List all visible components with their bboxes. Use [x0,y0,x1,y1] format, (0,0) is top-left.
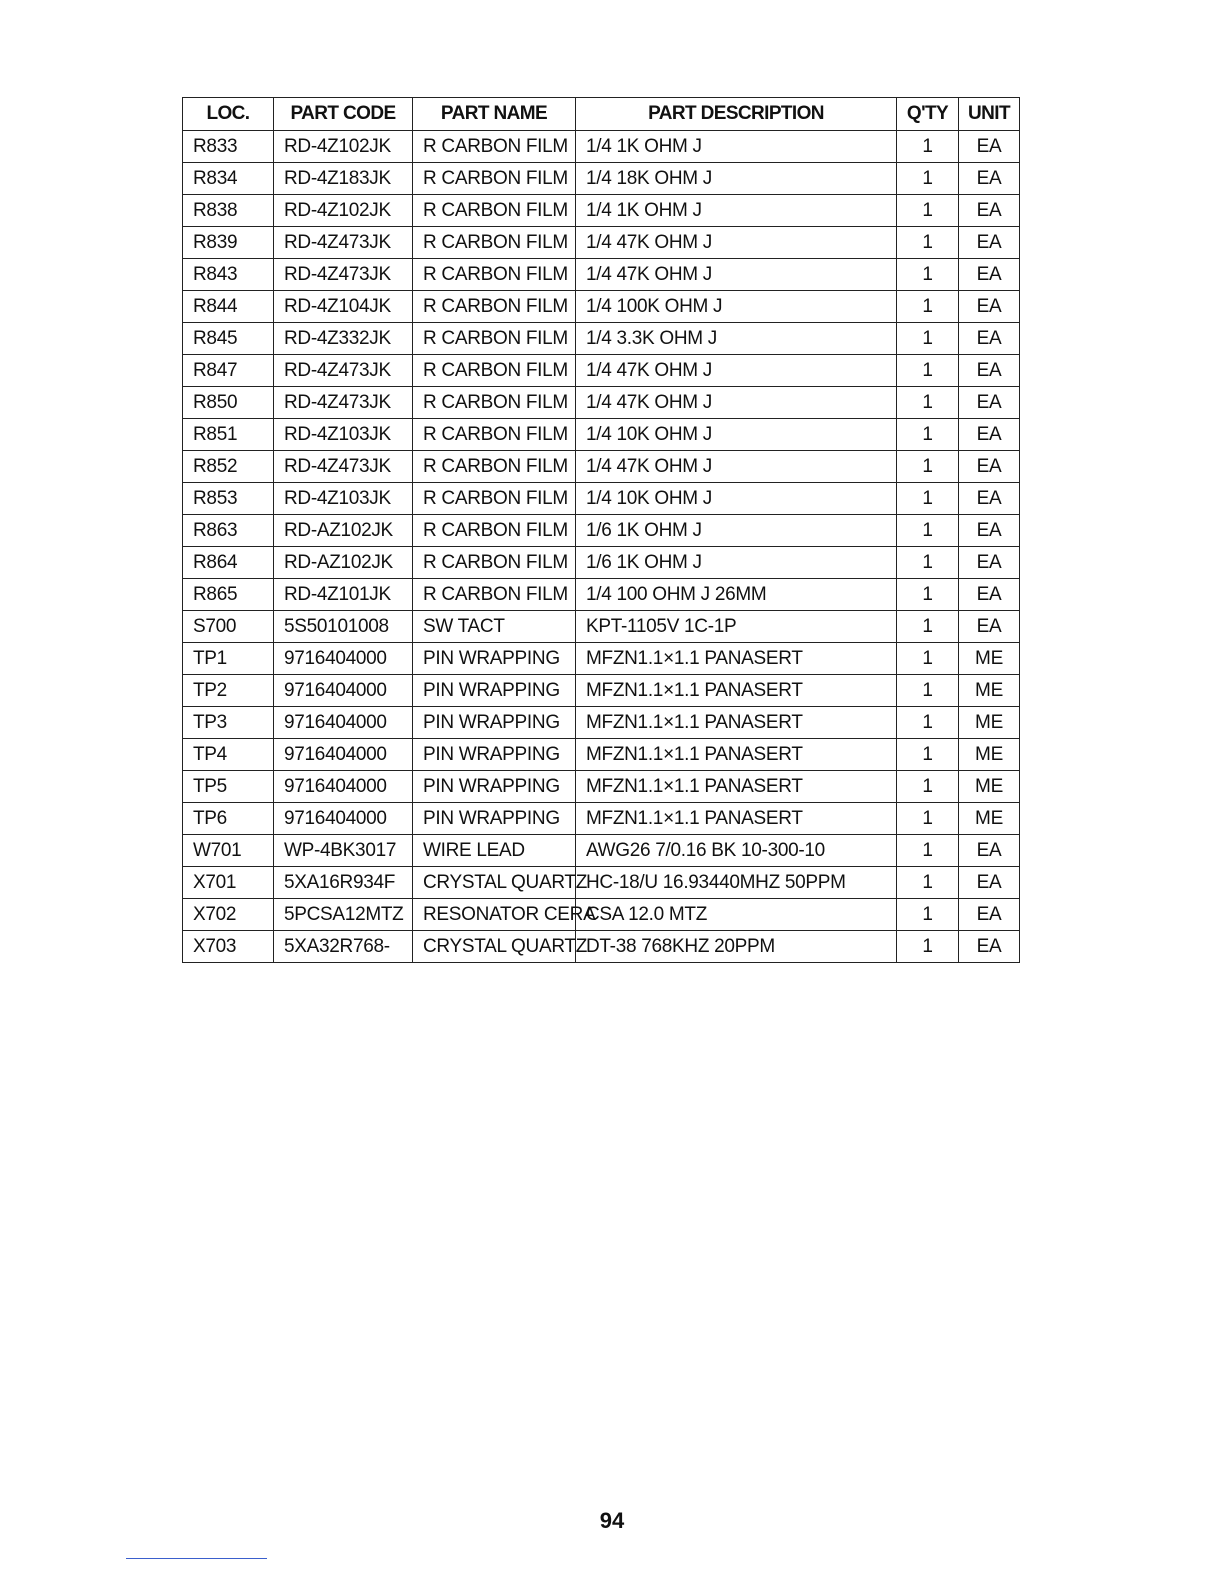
cell-part-description: 1/4 10K OHM J [576,483,897,515]
cell-part-code: 5XA32R768- [274,931,413,963]
cell-part-description: 1/6 1K OHM J [576,515,897,547]
header-loc: LOC. [183,98,274,131]
cell-unit: EA [959,515,1020,547]
cell-loc: R850 [183,387,274,419]
cell-qty: 1 [897,803,959,835]
cell-part-code: 9716404000 [274,707,413,739]
cell-part-code: RD-4Z473JK [274,227,413,259]
cell-part-name: R CARBON FILM [413,515,576,547]
cell-qty: 1 [897,195,959,227]
cell-part-description: 1/4 47K OHM J [576,355,897,387]
cell-part-name: R CARBON FILM [413,227,576,259]
cell-loc: R838 [183,195,274,227]
cell-unit: EA [959,835,1020,867]
table-row [183,547,1020,579]
table-row [183,323,1020,355]
table-row [183,387,1020,419]
cell-part-name: R CARBON FILM [413,483,576,515]
cell-qty: 1 [897,643,959,675]
table-row [183,259,1020,291]
cell-qty: 1 [897,227,959,259]
cell-loc: R863 [183,515,274,547]
cell-part-code: RD-4Z102JK [274,195,413,227]
cell-part-code: RD-AZ102JK [274,515,413,547]
cell-qty: 1 [897,579,959,611]
table-row [183,643,1020,675]
cell-loc: TP4 [183,739,274,771]
table-row [183,835,1020,867]
cell-part-description: HC-18/U 16.93440MHZ 50PPM [576,867,897,899]
cell-part-code: RD-AZ102JK [274,547,413,579]
cell-unit: EA [959,611,1020,643]
cell-qty: 1 [897,835,959,867]
cell-loc: X702 [183,899,274,931]
table-row [183,131,1020,163]
cell-qty: 1 [897,451,959,483]
cell-part-description: 1/4 10K OHM J [576,419,897,451]
cell-part-name: PIN WRAPPING [413,707,576,739]
cell-part-code: RD-4Z183JK [274,163,413,195]
cell-part-name: R CARBON FILM [413,419,576,451]
cell-qty: 1 [897,163,959,195]
cell-qty: 1 [897,419,959,451]
cell-loc: W701 [183,835,274,867]
cell-qty: 1 [897,483,959,515]
cell-part-name: R CARBON FILM [413,579,576,611]
table-row [183,739,1020,771]
cell-unit: EA [959,355,1020,387]
cell-part-code: 9716404000 [274,771,413,803]
cell-part-description: 1/4 47K OHM J [576,387,897,419]
cell-part-code: RD-4Z473JK [274,387,413,419]
cell-part-description: AWG26 7/0.16 BK 10-300-10 [576,835,897,867]
cell-qty: 1 [897,515,959,547]
cell-unit: EA [959,483,1020,515]
cell-part-description: 1/4 100K OHM J [576,291,897,323]
cell-qty: 1 [897,771,959,803]
cell-loc: R847 [183,355,274,387]
cell-unit: EA [959,291,1020,323]
table-body [183,131,1020,963]
cell-part-code: RD-4Z103JK [274,483,413,515]
cell-loc: R845 [183,323,274,355]
cell-part-code: 5S50101008 [274,611,413,643]
cell-part-name: PIN WRAPPING [413,643,576,675]
cell-qty: 1 [897,547,959,579]
cell-part-code: 9716404000 [274,803,413,835]
cell-part-code: RD-4Z104JK [274,291,413,323]
cell-part-code: RD-4Z332JK [274,323,413,355]
cell-unit: EA [959,419,1020,451]
cell-part-description: MFZN1.1×1.1 PANASERT [576,739,897,771]
cell-part-description: MFZN1.1×1.1 PANASERT [576,707,897,739]
cell-part-code: RD-4Z473JK [274,259,413,291]
cell-part-name: R CARBON FILM [413,323,576,355]
table-row [183,419,1020,451]
cell-part-name: R CARBON FILM [413,163,576,195]
cell-part-name: CRYSTAL QUARTZ [413,931,576,963]
cell-part-description: 1/4 1K OHM J [576,195,897,227]
cell-loc: TP6 [183,803,274,835]
cell-qty: 1 [897,611,959,643]
cell-qty: 1 [897,291,959,323]
cell-loc: R844 [183,291,274,323]
cell-loc: R851 [183,419,274,451]
cell-loc: TP5 [183,771,274,803]
cell-unit: EA [959,579,1020,611]
cell-part-description: 1/4 18K OHM J [576,163,897,195]
cell-loc: S700 [183,611,274,643]
cell-part-description: 1/6 1K OHM J [576,547,897,579]
cell-part-code: 9716404000 [274,643,413,675]
cell-unit: EA [959,195,1020,227]
cell-part-name: R CARBON FILM [413,355,576,387]
header-part-code: PART CODE [274,98,413,131]
cell-unit: EA [959,227,1020,259]
table-row [183,227,1020,259]
cell-loc: R864 [183,547,274,579]
table-row [183,899,1020,931]
cell-part-name: SW TACT [413,611,576,643]
cell-part-code: RD-4Z102JK [274,131,413,163]
table-row [183,451,1020,483]
cell-part-name: R CARBON FILM [413,259,576,291]
cell-qty: 1 [897,707,959,739]
cell-unit: ME [959,803,1020,835]
cell-part-description: 1/4 100 OHM J 26MM [576,579,897,611]
cell-part-description: 1/4 3.3K OHM J [576,323,897,355]
cell-loc: R865 [183,579,274,611]
cell-unit: ME [959,643,1020,675]
table-row [183,515,1020,547]
cell-loc: X703 [183,931,274,963]
cell-unit: ME [959,771,1020,803]
cell-qty: 1 [897,323,959,355]
cell-unit: EA [959,547,1020,579]
cell-qty: 1 [897,899,959,931]
table-header-row [183,98,1020,131]
cell-part-name: R CARBON FILM [413,195,576,227]
cell-loc: R853 [183,483,274,515]
cell-unit: EA [959,163,1020,195]
cell-part-description: CSA 12.0 MTZ [576,899,897,931]
footer-rule [126,1558,267,1559]
cell-unit: EA [959,451,1020,483]
cell-part-code: RD-4Z473JK [274,451,413,483]
cell-part-name: RESONATOR CERA [413,899,576,931]
cell-qty: 1 [897,131,959,163]
cell-part-name: WIRE LEAD [413,835,576,867]
cell-unit: ME [959,675,1020,707]
cell-loc: R834 [183,163,274,195]
cell-part-description: 1/4 47K OHM J [576,259,897,291]
table-row [183,771,1020,803]
cell-loc: R843 [183,259,274,291]
table-row [183,483,1020,515]
parts-list-table [182,97,1020,963]
header-part-name: PART NAME [413,98,576,131]
table-row [183,675,1020,707]
table-row [183,707,1020,739]
cell-part-name: PIN WRAPPING [413,771,576,803]
cell-unit: EA [959,899,1020,931]
cell-part-name: R CARBON FILM [413,387,576,419]
header-part-description: PART DESCRIPTION [576,98,897,131]
cell-part-description: MFZN1.1×1.1 PANASERT [576,771,897,803]
cell-part-code: 9716404000 [274,675,413,707]
cell-unit: EA [959,131,1020,163]
cell-qty: 1 [897,355,959,387]
cell-qty: 1 [897,387,959,419]
cell-part-code: WP-4BK3017 [274,835,413,867]
cell-part-description: MFZN1.1×1.1 PANASERT [576,675,897,707]
table-row [183,579,1020,611]
cell-qty: 1 [897,259,959,291]
cell-part-code: 5XA16R934F [274,867,413,899]
cell-part-description: KPT-1105V 1C-1P [576,611,897,643]
cell-qty: 1 [897,675,959,707]
cell-part-description: 1/4 47K OHM J [576,451,897,483]
cell-part-name: PIN WRAPPING [413,803,576,835]
table-row [183,291,1020,323]
cell-part-name: PIN WRAPPING [413,739,576,771]
cell-loc: TP3 [183,707,274,739]
table-row [183,803,1020,835]
page-number: 94 [599,1508,625,1533]
cell-part-name: R CARBON FILM [413,131,576,163]
cell-part-description: MFZN1.1×1.1 PANASERT [576,803,897,835]
cell-part-name: R CARBON FILM [413,547,576,579]
cell-qty: 1 [897,867,959,899]
cell-part-description: 1/4 1K OHM J [576,131,897,163]
cell-part-description: MFZN1.1×1.1 PANASERT [576,643,897,675]
cell-unit: ME [959,707,1020,739]
cell-part-code: RD-4Z103JK [274,419,413,451]
cell-qty: 1 [897,739,959,771]
cell-loc: X701 [183,867,274,899]
cell-unit: EA [959,867,1020,899]
table-row [183,931,1020,963]
cell-loc: TP2 [183,675,274,707]
cell-part-name: R CARBON FILM [413,451,576,483]
cell-part-code: 9716404000 [274,739,413,771]
cell-part-code: 5PCSA12MTZ [274,899,413,931]
cell-part-name: PIN WRAPPING [413,675,576,707]
table-row [183,163,1020,195]
table-row [183,611,1020,643]
header-qty: Q'TY [897,98,959,131]
cell-loc: R839 [183,227,274,259]
header-unit: UNIT [959,98,1020,131]
table-row [183,867,1020,899]
cell-qty: 1 [897,931,959,963]
cell-unit: ME [959,739,1020,771]
cell-part-code: RD-4Z473JK [274,355,413,387]
cell-part-code: RD-4Z101JK [274,579,413,611]
cell-part-description: 1/4 47K OHM J [576,227,897,259]
cell-loc: TP1 [183,643,274,675]
cell-unit: EA [959,259,1020,291]
table-row [183,355,1020,387]
cell-part-name: CRYSTAL QUARTZ [413,867,576,899]
table-row [183,195,1020,227]
cell-part-description: DT-38 768KHZ 20PPM [576,931,897,963]
cell-unit: EA [959,387,1020,419]
cell-loc: R833 [183,131,274,163]
cell-part-name: R CARBON FILM [413,291,576,323]
cell-loc: R852 [183,451,274,483]
cell-unit: EA [959,931,1020,963]
cell-unit: EA [959,323,1020,355]
